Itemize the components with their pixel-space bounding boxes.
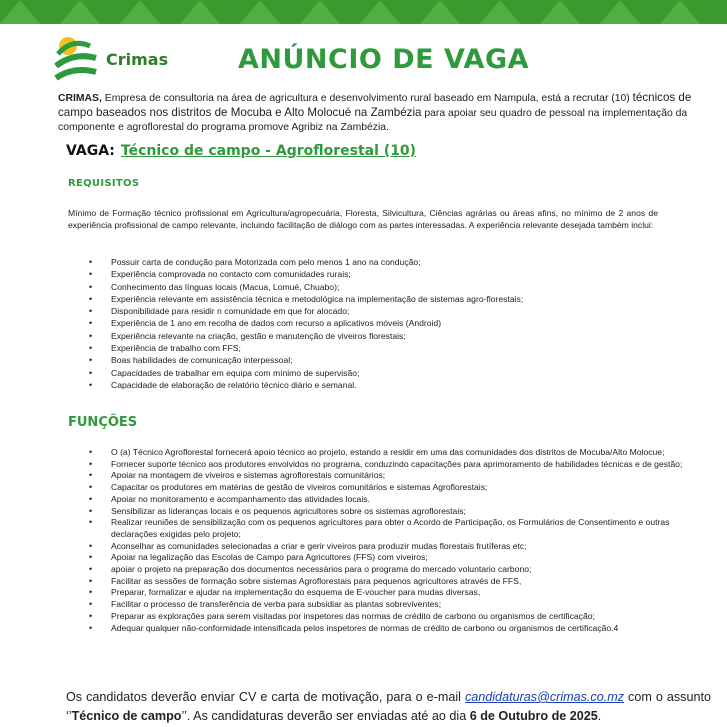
footer-text-3: ’’. As candidaturas deverão ser enviadas até ao dia <box>181 709 470 723</box>
list-item: • Experiência relevante na criação, gestão e manutenção de viveiros florestais; <box>89 330 689 342</box>
list-item: • Preparar as explorações para serem visitadas por inspetores das normas de crédito de carbono ou organismos de certificação; <box>89 611 715 623</box>
footer-text-2: com o assunto ‘’ <box>66 690 711 723</box>
email-subject: Técnico de campo <box>71 709 182 723</box>
deadline-date: 6 de Outubro de 2025 <box>469 709 598 723</box>
logo-wordmark: Crimas <box>106 50 169 69</box>
intro-text-3: para apoiar seu quadro de pessoal na implementação da componente e agroflorestal do programa promove Agribiz na Zambézia. <box>58 107 688 133</box>
list-item: • Experiência de trabalho com FFS; <box>89 342 689 354</box>
list-item: • Apoiar na legalização das Escolas de Campo para Agricultores (FFS) com viveiros; <box>89 552 715 564</box>
requisitos-paragraph: Mínimo de Formação técnico profissional em Agricultura/agropecuária, Floresta, Silvicultura, Ciências agrárias ou áreas afins, no mínimo de 2 anos de experiência profissional de campo relevante, incluindo facilitação de diálogo com as partes interessadas. A experiência relevante desejada também inclui: <box>68 208 658 230</box>
requisitos-list <box>89 256 689 391</box>
funcoes-list <box>89 447 715 634</box>
application-instructions <box>66 688 711 726</box>
list-item: • Capacidade de elaboração de relatório técnico diário e semanal. <box>89 379 689 391</box>
list-item: • O (a) Técnico Agroflorestal fornecerá apoio técnico ao projeto, estando a residir em uma das comunidades dos distritos de Mocuba/Alto Molocue; <box>89 447 715 459</box>
requisitos-heading: REQUISITOS <box>68 178 140 189</box>
intro-text-2: técnicos de campo baseados nos distritos de Mocuba e Alto Molocué na Zambézia <box>58 91 692 119</box>
list-item: • Experiência comprovada no contacto com comunidades rurais; <box>89 268 689 280</box>
list-item: • Boas habilidades de comunicação interpessoal; <box>89 354 689 366</box>
footer-text-1: Os candidatos deverão enviar CV e carta de motivação, para o e-mail <box>66 690 465 704</box>
list-item: • Disponibilidade para residir n comunidade em que for alocado; <box>89 305 689 317</box>
list-item: • Possuir carta de condução para Motorizada com pelo menos 1 ano na condução; <box>89 256 689 268</box>
list-item: • Facilitar as sessões de formação sobre sistemas Agroflorestais para pequenos agricultores através de FFS, <box>89 576 715 588</box>
email-link[interactable]: candidaturas@crimas.co.mz <box>464 690 625 704</box>
list-item: • Capacidades de trabalhar em equipa com mínimo de supervisão; <box>89 367 689 379</box>
top-banner <box>0 0 727 24</box>
list-item: • Fornecer suporte técnico aos produtores envolvidos no programa, conduzindo capacitações para aprimoramento de habilidades técnicas e de gestão; <box>89 459 715 471</box>
list-item: • Conhecimento das línguas locais (Macua, Lomué, Chuabo); <box>89 281 689 293</box>
intro-paragraph <box>58 91 698 134</box>
list-item: • apoiar o projeto na preparação dos documentos necessários para o programa do mercado voluntario carbono; <box>89 564 715 576</box>
list-item: • Apoiar na montagem de viveiros e sistemas agroflorestais comunitários; <box>89 470 715 482</box>
list-item: • Experiência de 1 ano em recolha de dados com recurso a aplicativos móveis (Android) <box>89 317 689 329</box>
list-item: • Capacitar os produtores em matérias de gestão de viveiros comunitários e sistemas Agroflorestais; <box>89 482 715 494</box>
company-name: CRIMAS, <box>58 93 102 104</box>
intro-text-1: Empresa de consultoria na área de agricultura e desenvolvimento rural baseado em Nampula, está a recrutar (10) <box>101 93 633 104</box>
list-item: • Sensibilizar as lideranças locais e os pequenos agricultores sobre os sistemas agroflorestais; <box>89 506 715 518</box>
funcoes-heading: FUNÇÕES <box>68 415 138 430</box>
list-item: • Preparar, formalizar e ajudar na implementação do esquema de E-voucher para mudas diversas, <box>89 587 715 599</box>
vaga-title: Técnico de campo - Agroflorestal (10) <box>120 143 417 159</box>
list-item: • Facilitar o processo de transferência de verba para subsidiar as plantas sobreviventes; <box>89 599 715 611</box>
list-item: • Apoiar no monitoramento e acompanhamento das atividades locais. <box>89 494 715 506</box>
vaga-label: VAGA: <box>66 143 115 159</box>
list-item: • Adequar qualquer não-conformidade intensificada pelos inspetores de normas de crédito de carbono ou organismos de certificação.4 <box>89 623 715 635</box>
footer-text-4: . <box>597 709 602 723</box>
list-item: • Aconselhar as comunidades selecionadas a criar e gerir viveiros para produzir mudas florestais frutíferas etc; <box>89 541 715 553</box>
page-title: ANÚNCIO DE VAGA <box>238 44 529 75</box>
list-item: • Realizar reuniões de sensibilização com os pequenos agricultores para obter o Acordo de Participação, os Formulários de Consentimento e outras declarações exigidas pelo projeto; <box>89 517 715 540</box>
vaga-line <box>66 143 416 159</box>
list-item: • Experiência relevante em assistência técnica e metodológica na implementação de sistemas agro-florestais; <box>89 293 689 305</box>
